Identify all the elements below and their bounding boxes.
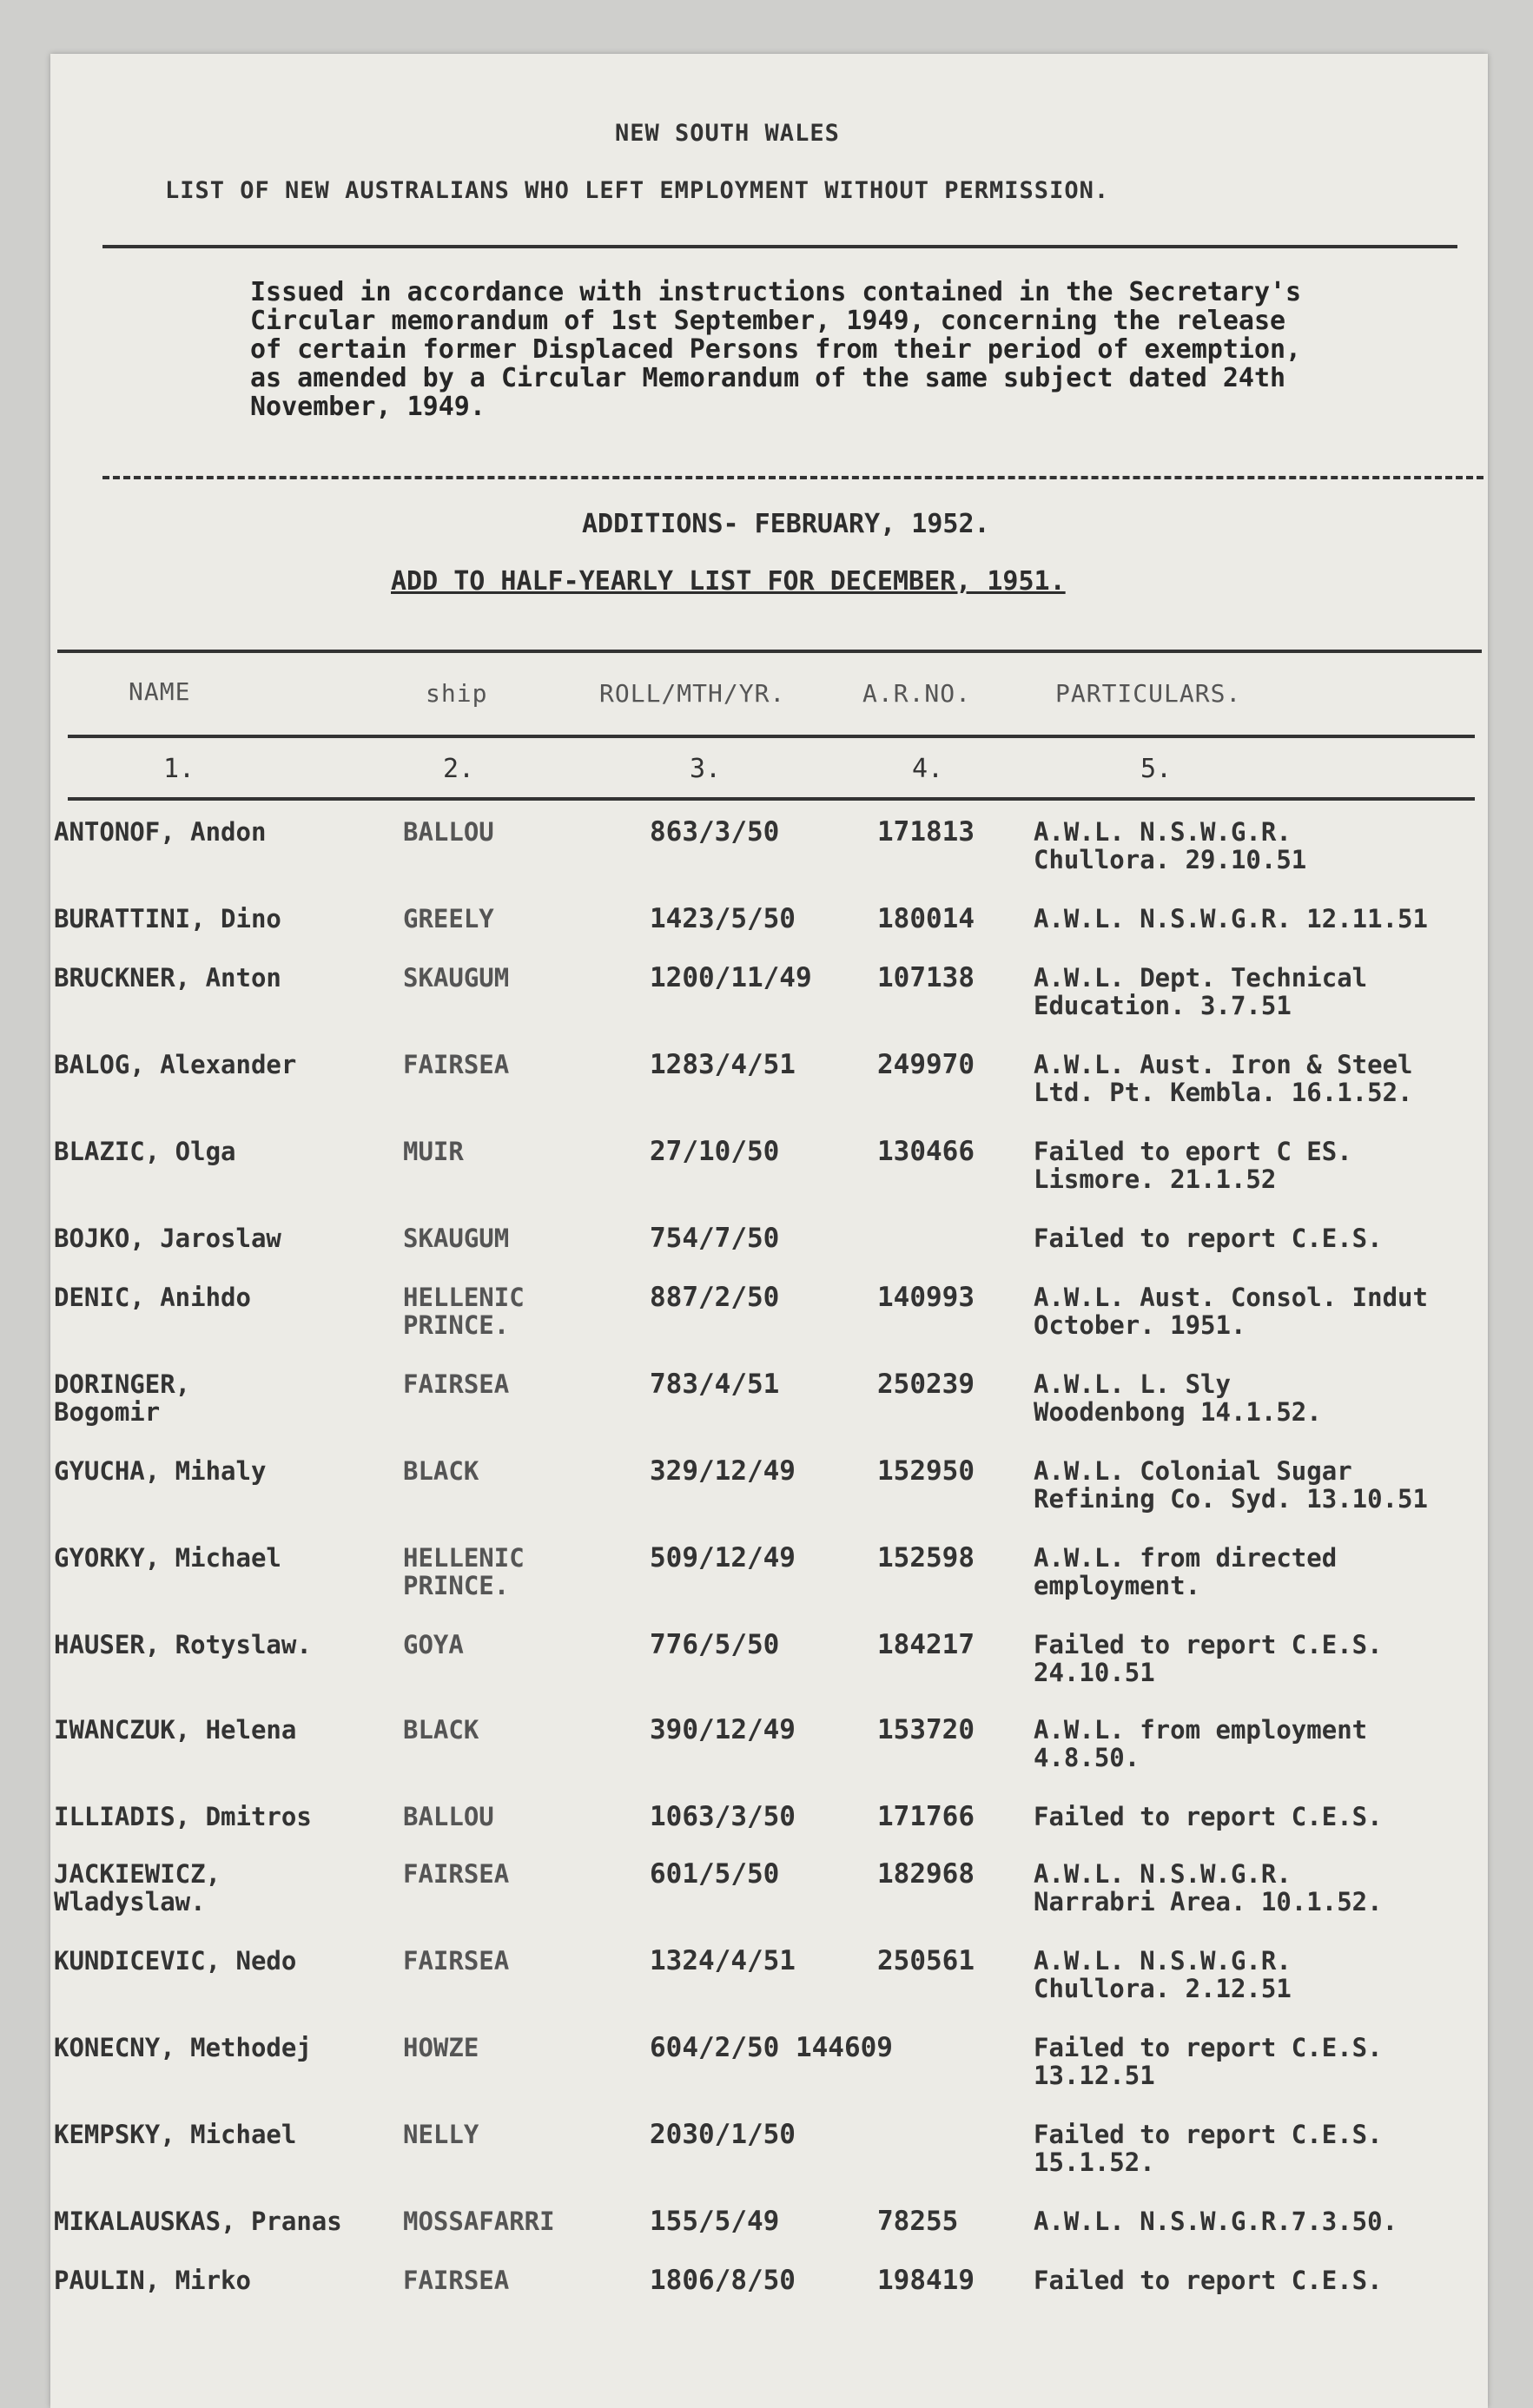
row-ship: HELLENIC xyxy=(403,1543,525,1573)
intro-rule xyxy=(102,476,1483,479)
row-ar-no: 198419 xyxy=(877,2265,975,2296)
row-particulars: 4.8.50. xyxy=(1034,1743,1140,1772)
row-roll: 2030/1/50 xyxy=(650,2119,796,2150)
row-particulars: A.W.L. from employment xyxy=(1034,1715,1368,1745)
row-name: KEMPSKY, Michael xyxy=(54,2120,297,2149)
row-ar-no: 171813 xyxy=(877,816,975,848)
row-ar-no: 180014 xyxy=(877,903,975,934)
row-name: KUNDICEVIC, Nedo xyxy=(54,1946,297,1976)
row-ship: GREELY xyxy=(403,904,494,934)
row-name: BURATTINI, Dino xyxy=(54,904,281,934)
row-name: BALOG, Alexander xyxy=(54,1050,297,1079)
row-particulars: A.W.L. N.S.W.G.R. xyxy=(1034,817,1292,847)
row-name: GYORKY, Michael xyxy=(54,1543,281,1573)
column-number-rule xyxy=(68,797,1475,801)
intro-line: November, 1949. xyxy=(250,392,486,422)
row-name: GYUCHA, Mihaly xyxy=(54,1456,267,1486)
row-particulars: Failed to eport C ES. xyxy=(1034,1137,1352,1166)
row-particulars: A.W.L. L. Sly xyxy=(1034,1369,1231,1399)
row-ship: FAIRSEA xyxy=(403,1369,510,1399)
row-roll: 887/2/50 xyxy=(650,1282,780,1313)
row-roll: 604/2/50 144609 xyxy=(650,2032,893,2063)
row-particulars: A.W.L. N.S.W.G.R. 12.11.51 xyxy=(1034,904,1428,934)
row-ship: HOWZE xyxy=(403,2033,479,2062)
col-number-5: 5. xyxy=(1140,754,1173,784)
col-header-ar-no: A.R.NO. xyxy=(862,679,972,708)
intro-line: Issued in accordance with instructions contained in the Secretary's xyxy=(250,277,1302,307)
row-name: PAULIN, Mirko xyxy=(54,2266,251,2295)
row-ar-no: 153720 xyxy=(877,1714,975,1745)
row-ship: BALLOU xyxy=(403,817,494,847)
row-particulars: A.W.L. Aust. Consol. Indut xyxy=(1034,1283,1428,1312)
row-name: DENIC, Anihdo xyxy=(54,1283,251,1312)
row-ship: BALLOU xyxy=(403,1802,494,1831)
col-number-2: 2. xyxy=(443,754,475,784)
row-name: IWANCZUK, Helena xyxy=(54,1715,297,1745)
col-header-roll: ROLL/MTH/YR. xyxy=(599,679,786,708)
row-particulars: Narrabri Area. 10.1.52. xyxy=(1034,1887,1383,1917)
row-roll: 776/5/50 xyxy=(650,1629,780,1660)
row-ship: PRINCE. xyxy=(403,1310,510,1340)
row-ar-no: 130466 xyxy=(877,1136,975,1167)
row-ar-no: 140993 xyxy=(877,1282,975,1313)
row-particulars: Failed to report C.E.S. xyxy=(1034,1224,1383,1253)
row-ar-no: 250561 xyxy=(877,1945,975,1976)
row-roll: 783/4/51 xyxy=(650,1369,780,1400)
row-name: KONECNY, Methodej xyxy=(54,2033,312,2062)
row-name: BOJKO, Jaroslaw xyxy=(54,1224,281,1253)
row-particulars: A.W.L. N.S.W.G.R. xyxy=(1034,1946,1292,1976)
row-ship: MUIR xyxy=(403,1137,464,1166)
header-rule xyxy=(68,735,1475,738)
row-name: DORINGER, xyxy=(54,1369,191,1399)
row-particulars: Failed to report C.E.S. xyxy=(1034,1802,1383,1831)
row-ship: MOSSAFARRI xyxy=(403,2207,555,2236)
title-rule xyxy=(102,245,1457,248)
row-ar-no: 184217 xyxy=(877,1629,975,1660)
row-ar-no: 171766 xyxy=(877,1801,975,1832)
row-roll: 27/10/50 xyxy=(650,1136,780,1167)
row-name: Bogomir xyxy=(54,1397,161,1427)
row-name: ILLIADIS, Dmitros xyxy=(54,1802,312,1831)
row-ship: SKAUGUM xyxy=(403,1224,510,1253)
row-roll: 601/5/50 xyxy=(650,1858,780,1890)
row-roll: 1324/4/51 xyxy=(650,1945,796,1976)
row-roll: 1283/4/51 xyxy=(650,1049,796,1080)
row-roll: 509/12/49 xyxy=(650,1542,796,1573)
row-particulars: A.W.L. Aust. Iron & Steel xyxy=(1034,1050,1413,1079)
row-ship: FAIRSEA xyxy=(403,2266,510,2295)
row-particulars: Lismore. 21.1.52 xyxy=(1034,1164,1277,1194)
row-ar-no: 249970 xyxy=(877,1049,975,1080)
row-particulars: A.W.L. N.S.W.G.R. xyxy=(1034,1859,1292,1889)
row-particulars: 15.1.52. xyxy=(1034,2147,1155,2177)
row-particulars: Chullora. 2.12.51 xyxy=(1034,1974,1292,2003)
row-ship: BLACK xyxy=(403,1456,479,1486)
col-number-4: 4. xyxy=(912,754,944,784)
row-ar-no: 250239 xyxy=(877,1369,975,1400)
row-ship: HELLENIC xyxy=(403,1283,525,1312)
row-ship: FAIRSEA xyxy=(403,1946,510,1976)
row-particulars: A.W.L. Colonial Sugar xyxy=(1034,1456,1352,1486)
state-heading: NEW SOUTH WALES xyxy=(615,120,840,147)
row-particulars: 24.10.51 xyxy=(1034,1658,1155,1687)
row-name: BRUCKNER, Anton xyxy=(54,963,281,993)
row-roll: 1200/11/49 xyxy=(650,962,812,993)
row-roll: 863/3/50 xyxy=(650,816,780,848)
row-roll: 1423/5/50 xyxy=(650,903,796,934)
row-name: BLAZIC, Olga xyxy=(54,1137,236,1166)
col-header-name: NAME xyxy=(129,677,191,706)
row-particulars: Refining Co. Syd. 13.10.51 xyxy=(1034,1484,1428,1514)
additions-heading: ADDITIONS- FEBRUARY, 1952. xyxy=(582,509,990,539)
row-ship: NELLY xyxy=(403,2120,479,2149)
row-ship: SKAUGUM xyxy=(403,963,510,993)
col-header-particulars: PARTICULARS. xyxy=(1055,679,1242,708)
row-ship: FAIRSEA xyxy=(403,1859,510,1889)
row-ar-no: 78255 xyxy=(877,2206,959,2237)
row-roll: 1063/3/50 xyxy=(650,1801,796,1832)
row-name: MIKALAUSKAS, Pranas xyxy=(54,2207,342,2236)
row-particulars: Failed to report C.E.S. xyxy=(1034,2033,1383,2062)
row-particulars: employment. xyxy=(1034,1571,1201,1600)
row-ar-no: 152950 xyxy=(877,1455,975,1487)
row-particulars: Failed to report C.E.S. xyxy=(1034,1630,1383,1659)
row-name: ANTONOF, Andon xyxy=(54,817,267,847)
row-roll: 155/5/49 xyxy=(650,2206,780,2237)
row-ship: FAIRSEA xyxy=(403,1050,510,1079)
row-particulars: A.W.L. from directed xyxy=(1034,1543,1338,1573)
row-ship: BLACK xyxy=(403,1715,479,1745)
row-ship: PRINCE. xyxy=(403,1571,510,1600)
document-title: LIST OF NEW AUSTRALIANS WHO LEFT EMPLOYMENT WITHOUT PERMISSION. xyxy=(165,177,1110,204)
row-particulars: Education. 3.7.51 xyxy=(1034,991,1292,1020)
row-ar-no: 107138 xyxy=(877,962,975,993)
document-page xyxy=(50,54,1488,2408)
row-ar-no: 182968 xyxy=(877,1858,975,1890)
row-ship: GOYA xyxy=(403,1630,464,1659)
row-particulars: October. 1951. xyxy=(1034,1310,1246,1340)
row-name: Wladyslaw. xyxy=(54,1887,206,1917)
intro-paragraph xyxy=(250,278,1301,421)
row-roll: 329/12/49 xyxy=(650,1455,796,1487)
row-particulars: Ltd. Pt. Kembla. 16.1.52. xyxy=(1034,1078,1413,1107)
row-particulars: Woodenbong 14.1.52. xyxy=(1034,1397,1322,1427)
intro-line: as amended by a Circular Memorandum of the same subject dated 24th xyxy=(250,363,1286,393)
row-particulars: Failed to report C.E.S. xyxy=(1034,2266,1383,2295)
add-to-heading: ADD TO HALF-YEARLY LIST FOR DECEMBER, 1951. xyxy=(391,566,1066,597)
row-particulars: A.W.L. Dept. Technical xyxy=(1034,963,1368,993)
row-roll: 1806/8/50 xyxy=(650,2265,796,2296)
col-header-ship: ship xyxy=(426,679,488,708)
intro-line: of certain former Displaced Persons from their period of exemption, xyxy=(250,334,1302,365)
row-name: JACKIEWICZ, xyxy=(54,1859,221,1889)
row-particulars: Failed to report C.E.S. xyxy=(1034,2120,1383,2149)
row-particulars: A.W.L. N.S.W.G.R.7.3.50. xyxy=(1034,2207,1398,2236)
col-number-3: 3. xyxy=(690,754,722,784)
row-roll: 754/7/50 xyxy=(650,1223,780,1254)
col-number-1: 1. xyxy=(163,754,195,784)
row-name: HAUSER, Rotyslaw. xyxy=(54,1630,312,1659)
row-roll: 390/12/49 xyxy=(650,1714,796,1745)
row-ar-no: 152598 xyxy=(877,1542,975,1573)
row-particulars: 13.12.51 xyxy=(1034,2061,1155,2090)
row-particulars: Chullora. 29.10.51 xyxy=(1034,845,1307,874)
intro-line: Circular memorandum of 1st September, 1949, concerning the release xyxy=(250,306,1286,336)
table-top-rule xyxy=(57,650,1482,653)
